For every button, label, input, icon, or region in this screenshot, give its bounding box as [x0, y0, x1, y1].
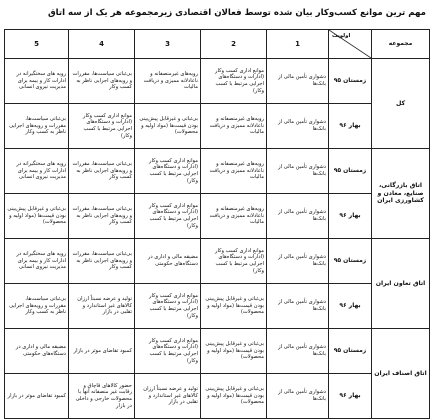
obstacle-cell: دشواری تأمین مالی از بانک‌ها: [267, 284, 329, 329]
obstacle-cell: دشواری تأمین مالی از بانک‌ها: [267, 374, 329, 419]
obstacle-cell: موانع اداری کسب وکار (ادارات و دستگاه‌های اجرایی مرتبط با کسب وکار): [135, 284, 201, 329]
group-cell: اتاق تعاون ایران: [372, 239, 430, 329]
obstacle-cell: رویه های سختگیرانه در ادارات کار و بیمه برای مدیریت نیروی انسانی: [5, 149, 69, 194]
obstacle-cell: کمبود تقاضای موثر در بازار: [69, 329, 135, 374]
obstacle-cell: بی‌ثباتی و غیرقابل پیش‌بینی بودن قیمت‌ها (مواد اولیه و محصولات): [5, 194, 69, 239]
obstacle-cell: مضیقه مالی و اداری در دستگاه‌های حکومتی: [135, 239, 201, 284]
header-rank-4: 4: [69, 30, 135, 59]
page-title: مهم ترین موانع کسب‌وکار بیان شده توسط فعالان اقتصادی زیرمجموعه هر یک از سه اتاق: [47, 8, 426, 18]
obstacle-cell: بی‌ثباتی سیاست‌ها، مقررات و رویه‌های اجرایی ناظر به کسب وکار: [5, 284, 69, 329]
period-cell: زمستان ۹۵: [329, 59, 372, 104]
obstacle-cell: رویه‌های غیرمنصفانه و ناعادلانه ممیزی و دریافت مالیات: [135, 59, 201, 104]
obstacle-cell: موانع اداری کسب وکار (ادارات و دستگاه‌های اجرایی مرتبط با کسب وکار): [135, 329, 201, 374]
obstacle-cell: دشواری تأمین مالی از بانک‌ها: [267, 104, 329, 149]
obstacle-cell: بی‌ثباتی سیاست‌ها، مقررات و رویه‌های اجرایی ناظر به کسب وکار: [5, 104, 69, 149]
obstacle-cell: حضور کالاهای قاچاق و رقابت غیر منصفانه آنها با محصولات خارجی و داخلی در بازار: [69, 374, 135, 419]
header-row: [5, 30, 430, 59]
header-rank-3: 3: [135, 30, 201, 59]
table-row: [5, 59, 430, 104]
period-cell: بهار ۹۶: [329, 104, 372, 149]
period-cell: بهار ۹۶: [329, 374, 372, 419]
obstacle-cell: موانع اداری کسب وکار (ادارات و دستگاه‌های اجرایی مرتبط با کسب وکار): [201, 59, 267, 104]
period-cell: زمستان ۹۵: [329, 149, 372, 194]
obstacle-cell: موانع اداری کسب وکار (ادارات و دستگاه‌های اجرایی مرتبط با کسب وکار): [69, 104, 135, 149]
obstacle-cell: بی‌ثباتی سیاست‌ها، مقررات و رویه‌های اجرایی ناظر به کسب وکار: [69, 239, 135, 284]
obstacle-cell: رویه های سختگیرانه در ادارات کار و بیمه برای مدیریت نیروی انسانی: [5, 59, 69, 104]
obstacle-cell: بی‌ثباتی سیاست‌ها، مقررات و رویه‌های اجرایی ناظر به کسب وکار: [69, 149, 135, 194]
group-cell: اتاق بازرگانی، صنایع، معادن و کشاورزی ایران: [372, 149, 430, 239]
obstacle-cell: دشواری تأمین مالی از بانک‌ها: [267, 59, 329, 104]
header-rank-2: 2: [201, 30, 267, 59]
obstacle-cell: مضیقه مالی و اداری در دستگاه‌های حکومتی: [5, 329, 69, 374]
obstacle-cell: بی‌ثباتی سیاست‌ها، مقررات و رویه‌های اجرایی ناظر به کسب وکار: [69, 194, 135, 239]
obstacle-cell: رویه‌های غیرمنصفانه و ناعادلانه ممیزی و دریافت مالیات: [201, 104, 267, 149]
header-rank-5: 5: [5, 30, 69, 59]
obstacles-table: [4, 29, 430, 419]
table-row: [5, 329, 430, 374]
obstacle-cell: تولید و عرضه نسبتاً ارزان کالاهای غیر استاندارد و تقلبی در بازار: [135, 374, 201, 419]
obstacle-cell: تولید و عرضه نسبتاً ارزان کالاهای غیر استاندارد و تقلبی در بازار: [69, 284, 135, 329]
obstacle-cell: رویه های سختگیرانه در ادارات کار و بیمه برای مدیریت نیروی انسانی: [5, 239, 69, 284]
header-group: مجموعه: [372, 30, 430, 59]
obstacle-cell: بی‌ثباتی سیاست‌ها، مقررات و رویه‌های اجرایی ناظر به کسب وکار: [69, 59, 135, 104]
header-period-label: اولویت: [332, 33, 351, 39]
obstacle-cell: دشواری تأمین مالی از بانک‌ها: [267, 239, 329, 284]
table-row: [5, 194, 430, 239]
table-row: [5, 149, 430, 194]
obstacle-cell: دشواری تأمین مالی از بانک‌ها: [267, 329, 329, 374]
obstacle-cell: موانع اداری کسب وکار (ادارات و دستگاه‌های اجرایی مرتبط با کسب وکار): [135, 149, 201, 194]
obstacle-cell: بی‌ثباتی و غیرقابل پیش‌بینی بودن قیمت‌ها (مواد اولیه و محصولات): [135, 104, 201, 149]
period-cell: بهار ۹۶: [329, 284, 372, 329]
obstacle-cell: کمبود تقاضای موثر در بازار: [5, 374, 69, 419]
obstacle-cell: دشواری تأمین مالی از بانک‌ها: [267, 149, 329, 194]
period-cell: زمستان ۹۵: [329, 239, 372, 284]
table-row: [5, 239, 430, 284]
period-cell: زمستان ۹۵: [329, 329, 372, 374]
table-row: [5, 104, 430, 149]
obstacle-cell: رویه‌های غیرمنصفانه و ناعادلانه ممیزی و دریافت مالیات: [201, 149, 267, 194]
obstacle-cell: موانع اداری کسب وکار (ادارات و دستگاه‌های اجرایی مرتبط با کسب وکار): [201, 239, 267, 284]
obstacle-cell: بی‌ثباتی و غیرقابل پیش‌بینی بودن قیمت‌ها (مواد اولیه و محصولات): [201, 284, 267, 329]
period-cell: بهار ۹۶: [329, 194, 372, 239]
table-row: [5, 284, 430, 329]
obstacle-cell: موانع اداری کسب وکار (ادارات و دستگاه‌های اجرایی مرتبط با کسب وکار): [135, 194, 201, 239]
obstacle-cell: بی‌ثباتی و غیرقابل پیش‌بینی بودن قیمت‌ها (مواد اولیه و محصولات): [201, 329, 267, 374]
obstacle-cell: دشواری تأمین مالی از بانک‌ها: [267, 194, 329, 239]
header-rank-1: 1: [267, 30, 329, 59]
obstacle-cell: رویه‌های غیرمنصفانه و ناعادلانه ممیزی و دریافت مالیات: [201, 194, 267, 239]
header-period: [329, 30, 372, 59]
obstacle-cell: بی‌ثباتی و غیرقابل پیش‌بینی بودن قیمت‌ها (مواد اولیه و محصولات): [201, 374, 267, 419]
group-cell: اتاق اصناف ایران: [372, 329, 430, 419]
group-cell: کل: [372, 59, 430, 149]
